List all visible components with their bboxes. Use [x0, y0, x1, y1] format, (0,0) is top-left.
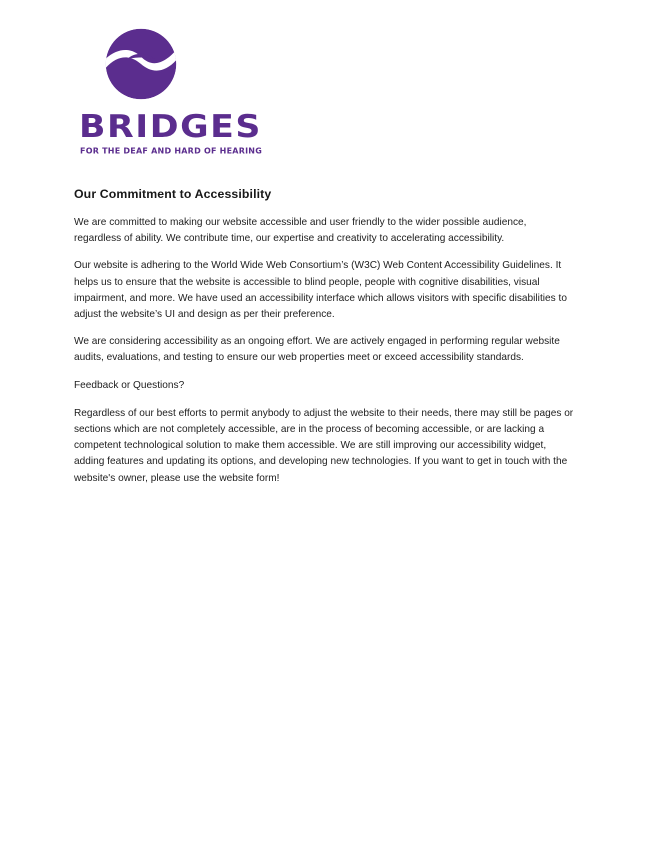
- brand-wordmark: [79, 110, 264, 144]
- brand-tagline: [80, 146, 263, 156]
- paragraph-feedback-heading: Feedback or Questions?: [74, 379, 185, 391]
- brand-tagline-text: FOR THE DEAF AND HARD OF HEARING: [80, 146, 263, 156]
- page-title: Our Commitment to Accessibility: [74, 187, 272, 201]
- paragraph-wcag-guidelines: Our website is adhering to the World Wide Web Consortium’s (W3C) Web Content Accessibility Guidelines. It helps us to ensure that the website is accessible to blind people, people with cognitive disabilities, visual impairment, and more. We have used an accessibility interface which allows visitors with specific disabilities to adjust the website’s UI and design as per their preference.: [74, 260, 567, 321]
- brand-logo-block: [74, 28, 274, 156]
- paragraph-commitment: We are committed to making our website accessible and user friendly to the wider possible audience, regardless of ability. We contribute time, our expertise and creativity to accelerating accessibility.: [74, 217, 527, 245]
- paragraph-disclaimer: Regardless of our best efforts to permit anybody to adjust the website to their needs, there may still be pages or sections which are not completely accessible, are in the process of becoming accessible, or are lacking a competent technological solution to make them accessible. We are still improving our accessibility widget, adding features and updating its options, and developing new technologies. If you want to get in touch with the website's owner, please use the website form!: [74, 407, 574, 484]
- bridges-circle-ribbon-logo-icon: [105, 28, 177, 100]
- paragraph-ongoing-effort: We are considering accessibility as an ongoing effort. We are actively engaged in performing regular website audits, evaluations, and testing to ensure our web properties meet or exceed accessibility standards.: [74, 336, 560, 364]
- document-content: [74, 186, 576, 487]
- brand-wordmark-text: BRIDGES: [79, 110, 262, 144]
